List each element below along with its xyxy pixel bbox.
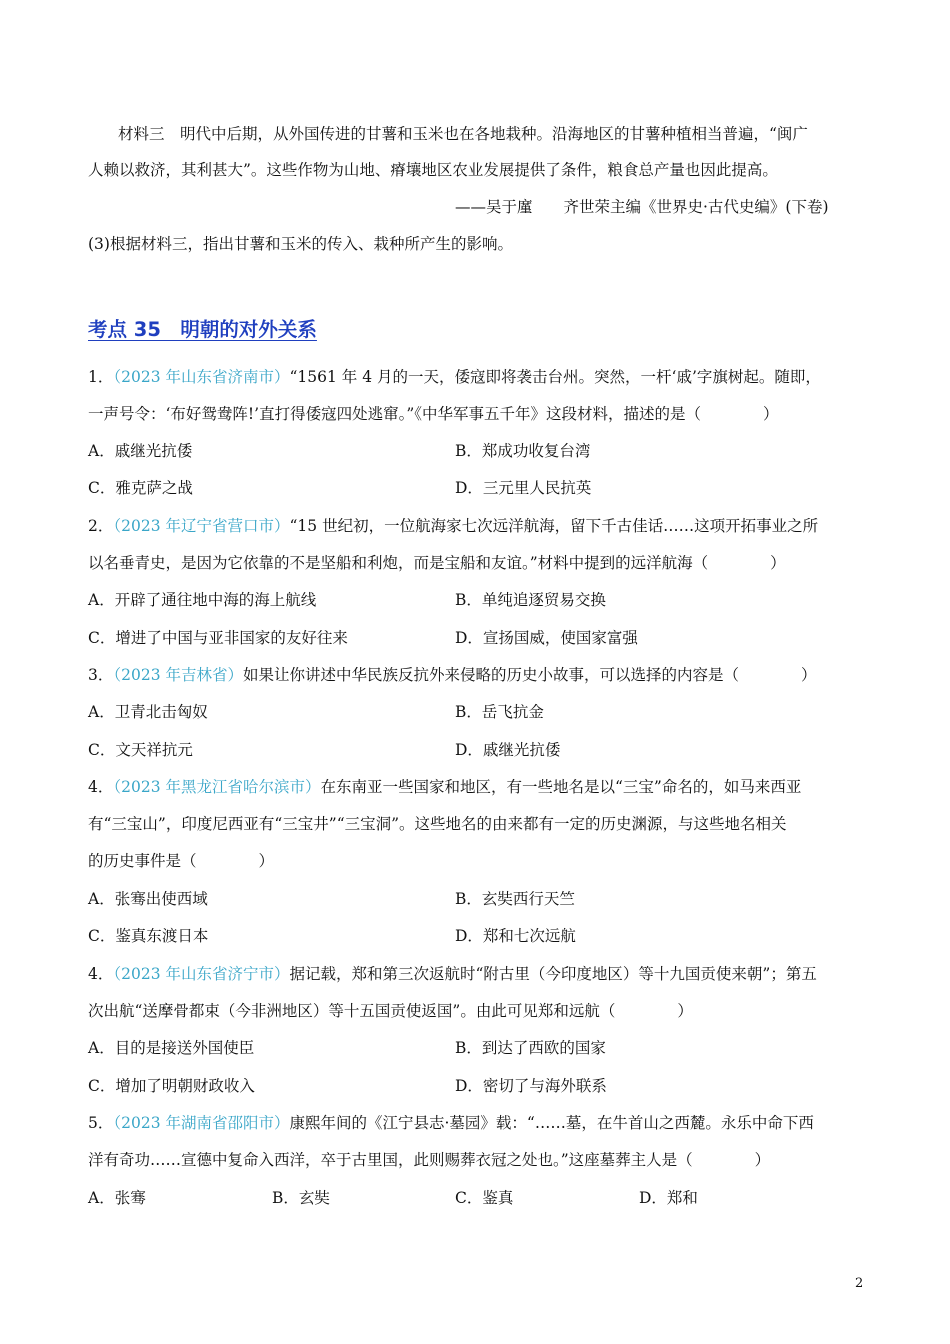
question-number: 4． bbox=[88, 965, 114, 983]
option-b: B．玄奘西行天竺 bbox=[455, 890, 575, 908]
option-a: A．张骞出使西域 bbox=[88, 890, 208, 908]
question-4b-line-1 bbox=[88, 964, 817, 984]
question-text: 据记载，郑和第三次返航时“附古里（今印度地区）等十九国贡使来朝”；第五 bbox=[289, 965, 817, 983]
question-4a-line-1 bbox=[88, 777, 801, 797]
question-number: 2． bbox=[88, 517, 114, 535]
option-b: B．岳飞抗金 bbox=[455, 703, 544, 721]
material-line-1: 材料三 明代中后期，从外国传进的甘薯和玉米也在各地栽种。沿海地区的甘薯种植相当普遍，“闽广 bbox=[118, 125, 808, 143]
option-a: A．卫青北击匈奴 bbox=[88, 703, 208, 721]
question-source: （2023 年山东省济南市） bbox=[113, 368, 290, 386]
question-5-line-1 bbox=[88, 1113, 814, 1133]
question-2-line-2: 以名垂青史，是因为它依靠的不是坚船和利炮，而是宝船和友谊。”材料中提到的远洋航海（ ） bbox=[88, 554, 786, 572]
question-text: 如果让你讲述中华民族反抗外来侵略的历史小故事，可以选择的内容是（ ） bbox=[243, 666, 817, 684]
question-4a-line-3: 的历史事件是（ ） bbox=[88, 852, 275, 870]
question-number: 4． bbox=[88, 778, 114, 796]
option-a: A．目的是接送外国使臣 bbox=[88, 1039, 255, 1057]
option-c: C．增加了明朝财政收入 bbox=[88, 1077, 255, 1095]
question-text: “15 世纪初，一位航海家七次远洋航海，留下千古佳话……这项开拓事业之所 bbox=[289, 517, 819, 535]
option-d: D．郑和 bbox=[639, 1189, 698, 1207]
section-title: 考点 35 明朝的对外关系 bbox=[88, 318, 317, 341]
question-number: 5． bbox=[88, 1114, 114, 1132]
question-source: （2023 年黑龙江省哈尔滨市） bbox=[113, 778, 321, 796]
question-text: 在东南亚一些国家和地区，有一些地名是以“三宝”命名的，如马来西亚 bbox=[320, 778, 802, 796]
option-b: B．郑成功收复台湾 bbox=[455, 442, 591, 460]
material-question: (3)根据材料三，指出甘薯和玉米的传入、栽种所产生的影响。 bbox=[88, 235, 513, 253]
option-a: A．开辟了通往地中海的海上航线 bbox=[88, 591, 317, 609]
option-b: B．单纯追逐贸易交换 bbox=[455, 591, 606, 609]
option-c: C．文天祥抗元 bbox=[88, 741, 193, 759]
question-1-line-2: 一声号令：‘布好鸳鸯阵!’直打得倭寇四处逃窜。”《中华军事五千年》这段材料，描述的是（ ） bbox=[88, 405, 779, 423]
question-5-line-2: 洋有奇功……宣德中复命入西洋，卒于古里国，此则赐葬衣冠之处也。”这座墓葬主人是（ ） bbox=[88, 1151, 771, 1169]
question-source: （2023 年吉林省） bbox=[113, 666, 243, 684]
option-c: C．增进了中国与亚非国家的友好往来 bbox=[88, 629, 348, 647]
page-number: 2 bbox=[855, 1276, 864, 1291]
option-c: C．鉴真 bbox=[455, 1189, 514, 1207]
material-line-2: 人赖以救济，其利甚大”。这些作物为山地、瘠壤地区农业发展提供了条件，粮食总产量也因此提高。 bbox=[88, 161, 778, 179]
question-2-line-1 bbox=[88, 516, 818, 536]
option-a: A．戚继光抗倭 bbox=[88, 442, 193, 460]
option-d: D．郑和七次远航 bbox=[455, 927, 576, 945]
question-1-line-1 bbox=[88, 367, 821, 387]
option-c: C．雅克萨之战 bbox=[88, 479, 193, 497]
question-source: （2023 年湖南省邵阳市） bbox=[113, 1114, 290, 1132]
option-d: D．三元里人民抗英 bbox=[455, 479, 592, 497]
question-number: 1． bbox=[88, 368, 114, 386]
question-4a-line-2: 有“三宝山”，印度尼西亚有“三宝井”“三宝洞”。这些地名的由来都有一定的历史渊源，与这些地名相关 bbox=[88, 815, 787, 833]
option-c: C．鉴真东渡日本 bbox=[88, 927, 209, 945]
question-source: （2023 年山东省济宁市） bbox=[113, 965, 290, 983]
option-a: A．张骞 bbox=[88, 1189, 146, 1207]
option-b: B．到达了西欧的国家 bbox=[455, 1039, 606, 1057]
question-source: （2023 年辽宁省营口市） bbox=[113, 517, 290, 535]
question-number: 3． bbox=[88, 666, 114, 684]
option-d: D．戚继光抗倭 bbox=[455, 741, 561, 759]
question-text: 康熙年间的《江宁县志·墓园》载：“……墓，在牛首山之西麓。永乐中命下西 bbox=[289, 1114, 814, 1132]
option-d: D．密切了与海外联系 bbox=[455, 1077, 607, 1095]
material-citation: ——吴于廑 齐世荣主编《世界史·古代史编》(下卷) bbox=[455, 198, 829, 216]
question-3-line-1 bbox=[88, 665, 817, 685]
option-b: B．玄奘 bbox=[272, 1189, 330, 1207]
question-text: “1561 年 4 月的一天，倭寇即将袭击台州。突然，一杆‘戚’字旗树起。随即， bbox=[289, 368, 821, 386]
option-d: D．宣扬国威，使国家富强 bbox=[455, 629, 638, 647]
question-4b-line-2: 次出航“送摩骨都束（今非洲地区）等十五国贡使返国”。由此可见郑和远航（ ） bbox=[88, 1002, 693, 1020]
